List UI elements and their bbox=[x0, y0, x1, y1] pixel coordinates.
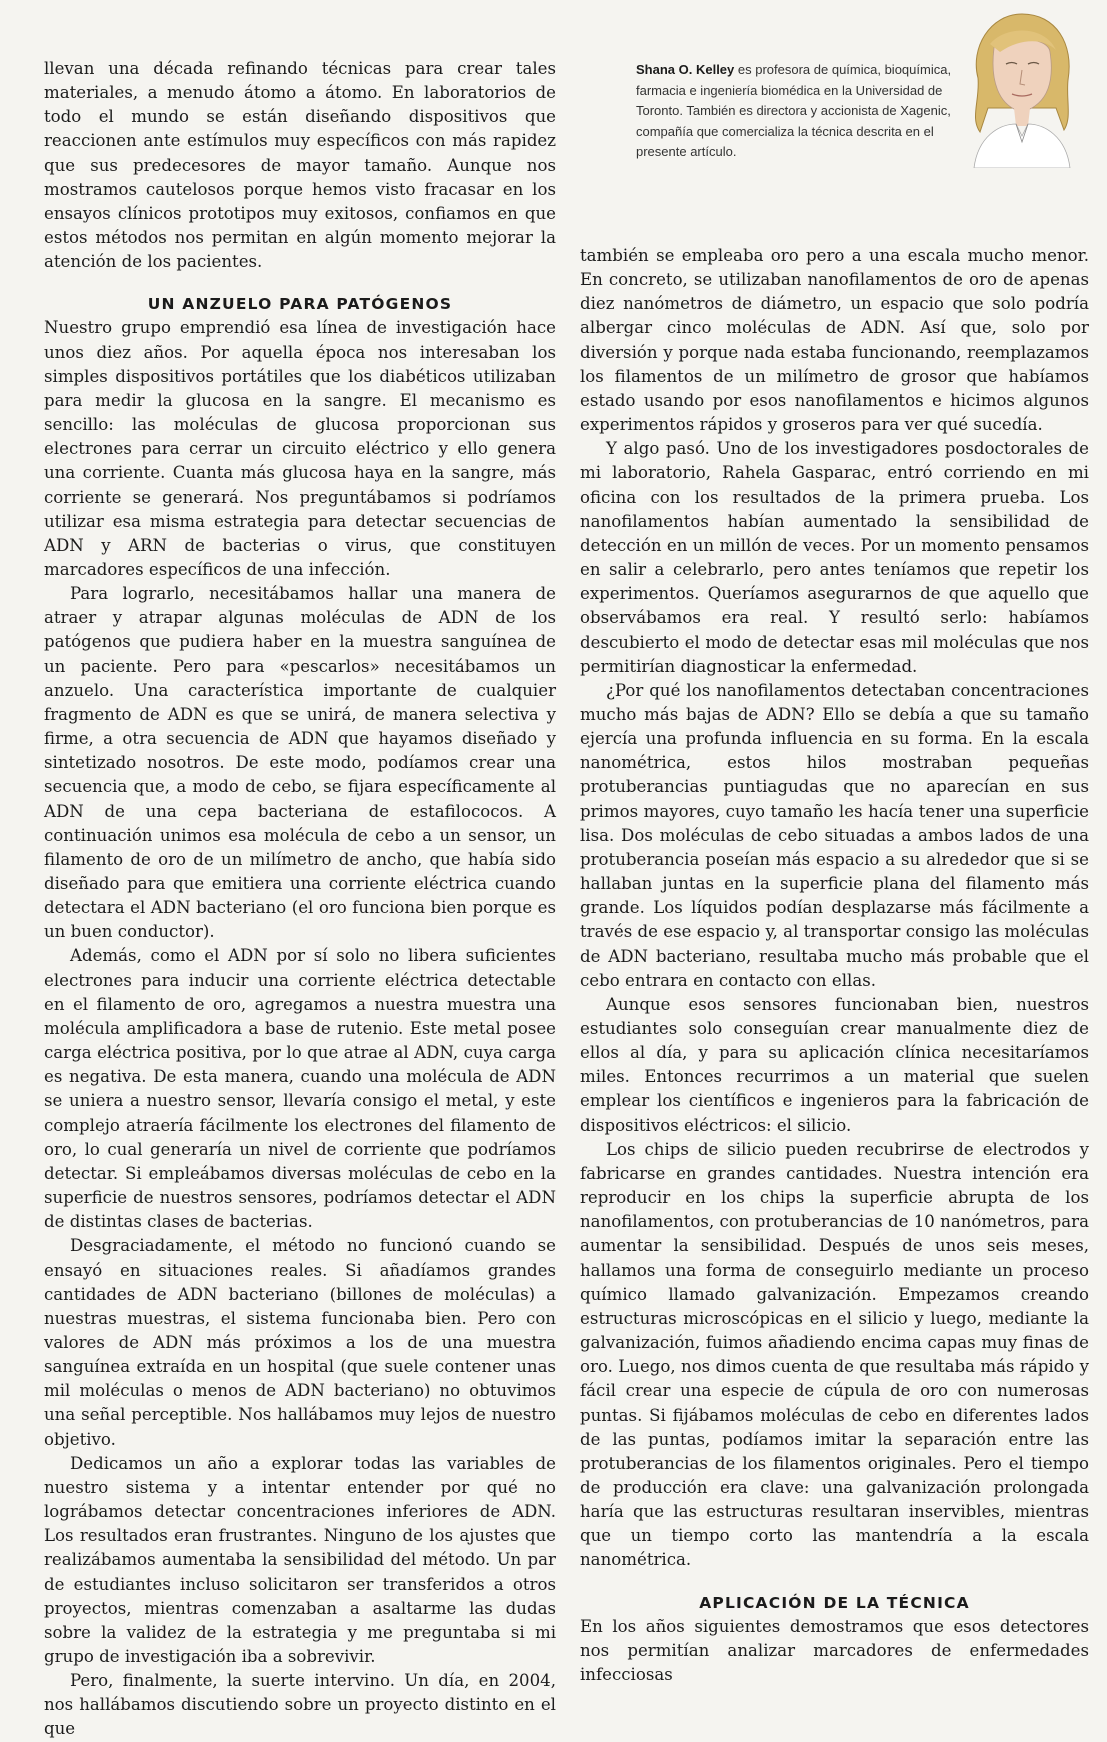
left-paragraph-5: Dedicamos un año a explorar todas las variables de nuestro sistema y a intentar entender por qué no lográbamos detectar concentraciones inferiores de ADN. Los resultados eran frustrantes. Ninguno de los ajustes que realizábamos aumentaba la sensibilidad del método. Un par de estudiantes incluso solicitaron ser transferidos a otros proyectos, mientras comenzaban a asaltarme las dudas sobre la validez de la estrategia y me preguntaba si mi grupo de investigación iba a sobrevivir. bbox=[44, 1453, 556, 1666]
right-paragraph-1: también se empleaba oro pero a una escala mucho menor. En concreto, se utilizaban nanofilamentos de oro de apenas diez nanómetros de diámetro, un espacio que solo podría albergar cinco moléculas de ADN. Así que, solo por diversión y porque nada estaba funcionando, reemplazamos los filamentos de un milímetro de grosor que habíamos estado usando por esos nanofilamentos e hicimos algunos experimentos rápidos y groseros para ver qué sucedía. bbox=[580, 246, 1089, 435]
left-paragraph-3: Además, como el ADN por sí solo no libera suficientes electrones para inducir una corriente eléctrica detectable en el filamento de oro, agregamos a nuestra muestra una molécula amplificadora a base de rutenio. Este metal posee carga eléctrica positiva, por lo que atrae al ADN, cuya carga es negativa. De esta manera, cuando una molécula de ADN se uniera a nuestro sensor, llevaría consigo el metal, y este complejo atraería fácilmente los electrones del filamento de oro, lo cual generaría un nivel de corriente que podríamos detectar. Si empleábamos diversas moléculas de cebo en la superficie de nuestros sensores, podríamos detectar el ADN de distintas clases de bacterias. bbox=[44, 946, 556, 1232]
right-paragraph-5: Los chips de silicio pueden recubrirse de electrodos y fabricarse en grandes cantidades. Nuestra intención era reproducir en los chips la superficie abrupta de los nanofilamentos, con protuberancias de 10 nanómetros, para aumentar la sensibilidad. Después de unos seis meses, hallamos una forma de conseguirlo mediante un proceso químico llamado galvanización. Empezamos creando estructuras microscópicas en el silicio y luego, mediante la galvanización, fuimos añadiendo encima capas muy finas de oro. Luego, nos dimos cuenta de que resultaba más rápido y fácil crear una especie de cúpula de oro con numerosas puntas. Si fijábamos moléculas de cebo en diferentes lados de las puntas, podíamos imitar la separación entre las protuberancias de los filamentos originales. Pero el tiempo de producción era clave: una galvanización prolongada haría que las estructuras resultaran inservibles, mientras que un tiempo corto las mantendría a la escala nanométrica. bbox=[580, 1139, 1089, 1570]
section-heading-anzuelo: UN ANZUELO PARA PATÓGENOS bbox=[147, 295, 453, 314]
author-portrait bbox=[960, 8, 1082, 168]
right-paragraph-final: En los años siguientes demostramos que esos detectores nos permitían analizar marcadores de enfermedades infecciosas bbox=[580, 1616, 1089, 1684]
intro-paragraph: llevan una década refinando técnicas para crear tales materiales, a menudo átomo a átomo. En laboratorios de todo el mundo se están diseñando dispositivos que reaccionen ante estímulos muy específicos con más rapidez que sus predecesores de mayor tamaño. Aunque nos mostramos cautelosos porque hemos visto fracasar en los ensayos clínicos prototipos muy exitosos, confiamos en que estos métodos nos permitan en algún momento mejorar la atención de los pacientes. bbox=[44, 59, 556, 272]
left-paragraph-2: Para lograrlo, necesitábamos hallar una manera de atraer y atrapar algunas moléculas de ADN de los patógenos que pudiera haber en la muestra sanguínea de un paciente. Pero para «pescarlos» necesitábamos un anzuelo. Una característica importante de cualquier fragmento de ADN es que se unirá, de manera selectiva y firme, a otra secuencia de ADN que hayamos diseñado y sintetizado nosotros. De este modo, podíamos crear una secuencia que, a modo de cebo, se fijara específicamente al ADN de una cepa bacteriana de estafilococos. A continuación unimos esa molécula de cebo a un sensor, un filamento de oro de un milímetro de ancho, que había sido diseñado para que emitiera una corriente eléctrica cuando detectara el ADN bacteriano (el oro funciona bien porque es un buen conductor). bbox=[44, 584, 556, 942]
left-paragraph-1: Nuestro grupo emprendió esa línea de investigación hace unos diez años. Por aquella época nos interesaban los simples dispositivos portátiles que los diabéticos utilizaban para medir la glucosa en la sangre. El mecanismo es sencillo: las moléculas de glucosa proporcionan sus electrones para cerrar un circuito eléctrico y ello genera una corriente. Cuanta más glucosa haya en la sangre, más corriente se generará. Nos preguntábamos si podríamos utilizar esa misma estrategia para detectar secuencias de ADN y ARN de bacterias o virus, que constituyen marcadores específicos de una infección. bbox=[44, 318, 556, 579]
right-paragraph-2: Y algo pasó. Uno de los investigadores posdoctorales de mi laboratorio, Rahela Gasparac, entró corriendo en mi oficina con los resultados de la primera prueba. Los nanofilamentos habían aumentado la sensibilidad de detección en un millón de veces. Por un momento pensamos en salir a celebrarlo, pero antes teníamos que repetir los experimentos. Queríamos asegurarnos de que aquello que observábamos era real. Y resultó serlo: habíamos descubierto el modo de detectar esas mil moléculas que nos permitirían diagnosticar la enfermedad. bbox=[580, 439, 1089, 676]
author-bio bbox=[636, 60, 956, 163]
right-paragraph-4: Aunque esos sensores funcionaban bien, nuestros estudiantes solo conseguían crear manualmente diez de ellos al día, y para su aplicación clínica necesitaríamos miles. Entonces recurrimos a un material que suelen emplear los científicos e ingenieros para la fabricación de dispositivos eléctricos: el silicio. bbox=[580, 994, 1089, 1135]
left-paragraph-6: Pero, finalmente, la suerte intervino. Un día, en 2004, nos hallábamos discutiendo sobre un proyecto distinto en el que bbox=[44, 1671, 556, 1739]
author-description: es profesora de química, bioquímica, farmacia e ingeniería biomédica en la Universidad de Toronto. También es directora y accionista de Xagenic, compañía que comercializa la técnica descrita en el presente artículo. bbox=[636, 62, 952, 159]
left-column bbox=[44, 57, 556, 1742]
right-paragraph-3: ¿Por qué los nanofilamentos detectaban concentraciones mucho más bajas de ADN? Ello se debía a que su tamaño ejercía una profunda influencia en su forma. En la escala nanométrica, estos hilos mostraban pequeñas protuberancias puntiagudas que no aparecían en sus primos mayores, cuyo tamaño les hacía tener una superficie lisa. Dos moléculas de cebo situadas a ambos lados de una protuberancia poseían más espacio a su alrededor que si se hallaban juntas en la superficie plana del filamento más grande. Los líquidos podían desplazarse más fácilmente a través de ese espacio y, al transportar consigo las moléculas de ADN bacteriano, resultaba mucho más probable que el cebo entrara en contacto con ellas. bbox=[580, 680, 1089, 990]
right-column bbox=[580, 244, 1089, 1687]
section-heading-aplicacion: APLICACIÓN DE LA TÉCNICA bbox=[699, 1593, 970, 1612]
author-name: Shana O. Kelley bbox=[636, 62, 735, 77]
left-paragraph-4: Desgraciadamente, el método no funcionó cuando se ensayó en situaciones reales. Si añadíamos grandes cantidades de ADN bacteriano (billones de moléculas) a nuestras muestras, el sistema funcionaba bien. Pero con valores de ADN más próximos a los de una muestra sanguínea extraída en un hospital (que suele contener unas mil moléculas o menos de ADN bacteriano) no obtuvimos una señal perceptible. Nos hallábamos muy lejos de nuestro objetivo. bbox=[44, 1236, 556, 1449]
